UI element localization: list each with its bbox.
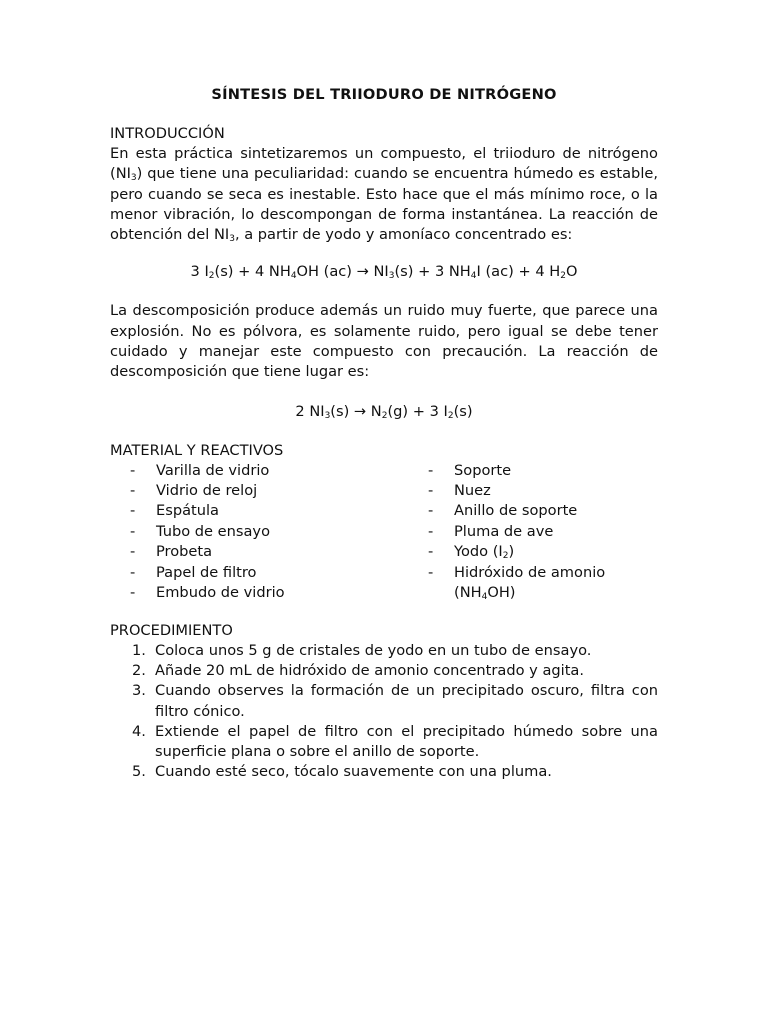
material-label: Espátula [156,502,219,520]
material-label: Embudo de vidrio [156,584,285,602]
eq1-sub1: 2 [208,271,215,282]
material-label: Soporte [454,461,512,479]
hydroxide-label-close: OH) [487,584,516,602]
material-item [428,481,668,501]
material-item [428,461,668,481]
material-label: Varilla de vidrio [156,461,270,479]
materials-heading: MATERIAL Y REACTIVOS [110,441,284,459]
step-number: 2. [132,661,146,679]
step-text: Cuando esté seco, tócalo suavemente con una pluma. [155,763,552,781]
dash-bullet: - [130,482,136,500]
intro-text-part2: ) que tiene una peculiaridad: cuando se encuentra húmedo es estable, pero cuando se seca es inestable. Esto hace que el más mínimo roce, o la menor vibración, lo descompongan de forma instantánea. La reacción de obtención del NI [110,165,658,244]
document-page [110,84,658,783]
hydroxide-subscript: 4 [481,592,488,603]
dash-bullet: - [130,502,136,520]
dash-bullet: - [428,502,434,520]
intro-text-part1: En esta práctica sintetizaremos un compuesto, el triioduro de nitrógeno (NI [110,145,658,183]
eq2-sub1: 3 [324,410,331,421]
dash-bullet: - [130,584,136,602]
eq2-term2: (s) → N [330,402,382,420]
materials-list [110,461,658,605]
procedure-heading: PROCEDIMIENTO [110,621,233,639]
step-text: Coloca unos 5 g de cristales de yodo en un tubo de ensayo. [155,641,592,659]
step-number: 1. [132,641,146,659]
eq1-term2: (s) + 4 NH [214,263,291,281]
procedure-steps [110,641,658,783]
dash-bullet: - [428,563,434,581]
eq2-sub2: 2 [381,410,388,421]
hydroxide-label: Hidróxido de amonio (NH [454,563,606,602]
eq2-term4: (s) [453,402,473,420]
material-label: Probeta [156,543,213,561]
step-number: 4. [132,722,146,740]
material-item [130,542,410,562]
iodine-subscript: 2 [502,551,509,562]
material-label: Tubo de ensayo [156,522,270,540]
material-item [130,481,410,501]
material-item [130,563,410,583]
dash-bullet: - [428,543,434,561]
eq1-term4: (s) + 3 NH [394,263,471,281]
eq2-term3: (g) + 3 I [387,402,448,420]
iodine-label-close: ) [508,543,515,561]
eq2-term1: 2 NI [295,402,325,420]
decomposition-paragraph: La descomposición produce además un ruido muy fuerte, que parece una explosión. No es pólvora, es solamente ruido, pero igual se debe tener cuidado y manejar este compuesto con precaución. La reacción de descomposición que tiene lugar es: [110,302,658,381]
procedure-step [110,661,658,681]
step-text: Cuando observes la formación de un precipitado oscuro, filtra con filtro cónico. [155,682,658,720]
eq1-term6: O [565,263,578,281]
procedure-step [110,681,658,722]
material-label: Pluma de ave [454,522,554,540]
synthesis-equation [110,261,658,283]
materials-left-column [130,461,410,604]
introduction-heading: INTRODUCCIÓN [110,125,225,142]
intro-subscript-1: 3 [130,173,137,184]
material-item [428,563,630,604]
material-item [130,583,410,603]
material-label: Nuez [454,482,491,500]
material-item [428,522,668,542]
material-label: Papel de filtro [156,563,257,581]
dash-bullet: - [130,563,136,581]
dash-bullet: - [428,461,434,479]
step-text: Añade 20 mL de hidróxido de amonio concentrado y agita. [155,661,585,679]
eq1-sub3: 3 [388,271,395,282]
material-item [130,501,410,521]
procedure-step [110,722,658,763]
dash-bullet: - [428,482,434,500]
dash-bullet: - [428,522,434,540]
step-number: 5. [132,763,146,781]
eq1-term1: 3 I [190,263,209,281]
decomposition-equation [110,401,658,423]
introduction-paragraph [110,144,658,245]
document-title: SÍNTESIS DEL TRIIODURO DE NITRÓGENO [211,86,557,103]
eq1-sub4: 4 [470,271,477,282]
material-item [130,522,410,542]
step-text: Extiende el papel de filtro con el precipitado húmedo sobre una superficie plana o sobre el anillo de soporte. [155,722,658,761]
material-item [130,461,410,481]
dash-bullet: - [130,461,136,479]
procedure-step [110,762,658,782]
eq2-sub3: 2 [447,410,454,421]
eq1-term3: OH (ac) → NI [296,263,389,281]
intro-text-part3: , a partir de yodo y amoníaco concentrado es: [234,226,573,244]
step-number: 3. [132,682,146,700]
dash-bullet: - [130,522,136,540]
material-label: Anillo de soporte [454,502,578,520]
material-item [428,542,668,562]
material-label: Vidrio de reloj [156,482,258,500]
intro-subscript-2: 3 [229,234,235,245]
eq1-sub2: 4 [290,271,297,282]
eq1-sub5: 2 [560,271,566,282]
material-item [428,501,668,521]
procedure-step [110,641,658,661]
dash-bullet: - [130,543,136,561]
iodine-label: Yodo (I [454,543,503,561]
eq1-term5: I (ac) + 4 H [476,263,561,281]
materials-right-column [428,461,668,604]
